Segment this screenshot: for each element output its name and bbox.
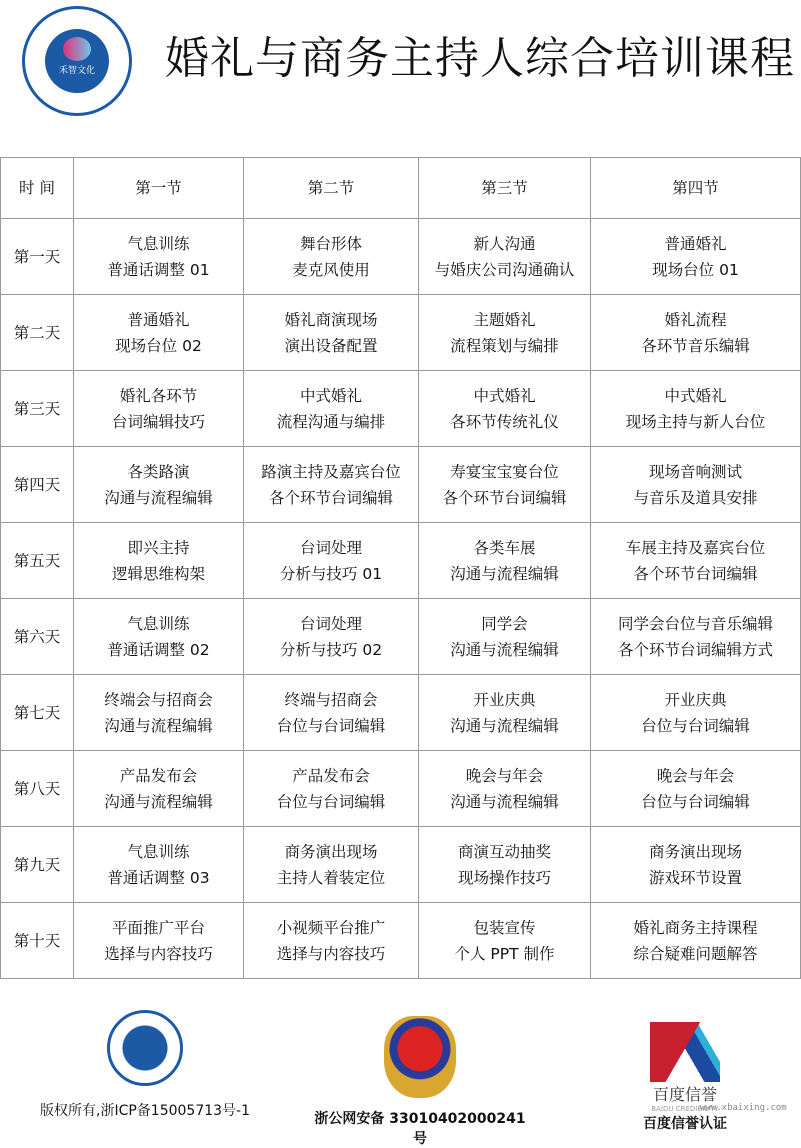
footer-police	[310, 1016, 530, 1148]
session-cell	[419, 599, 591, 675]
session-cell	[591, 903, 801, 979]
column-header: 第三节	[419, 158, 591, 219]
session-cell	[74, 751, 244, 827]
session-line: 沟通与流程编辑	[104, 716, 213, 735]
session-cell	[74, 827, 244, 903]
table-row	[1, 827, 801, 903]
session-cell	[419, 751, 591, 827]
session-line: 台词编辑技巧	[111, 412, 205, 431]
session-line: 沟通与流程编辑	[450, 792, 559, 811]
baidu-cert-text: 百度信誉认证	[643, 1116, 727, 1132]
session-cell	[419, 371, 591, 447]
session-line: 中式婚礼	[473, 386, 536, 405]
session-cell	[74, 371, 244, 447]
session-line: 开业庆典	[664, 690, 727, 709]
session-cell	[419, 903, 591, 979]
session-cell	[591, 751, 801, 827]
session-line: 各类路演	[127, 462, 190, 481]
session-line: 现场主持与新人台位	[625, 412, 766, 431]
session-line: 普通话调整 03	[107, 868, 210, 887]
session-line: 包装宣传	[473, 918, 536, 937]
session-line: 舞台形体	[299, 234, 362, 253]
session-line: 各环节传统礼仪	[450, 412, 559, 431]
page-title: 婚礼与商务主持人综合培训课程	[165, 33, 795, 84]
session-cell	[244, 599, 419, 675]
session-line: 流程策划与编排	[450, 336, 559, 355]
session-line: 平面推广平台	[111, 918, 205, 937]
day-cell: 第九天	[1, 827, 74, 903]
session-line: 游戏环节设置	[648, 868, 742, 887]
session-line: 即兴主持	[127, 538, 190, 557]
day-cell: 第七天	[1, 675, 74, 751]
session-line: 沟通与流程编辑	[450, 716, 559, 735]
session-line: 沟通与流程编辑	[450, 564, 559, 583]
table-row	[1, 599, 801, 675]
session-line: 气息训练	[127, 614, 190, 633]
table-row	[1, 675, 801, 751]
column-header: 时 间	[1, 158, 74, 219]
session-line: 综合疑难问题解答	[633, 944, 758, 963]
session-line: 现场操作技巧	[457, 868, 551, 887]
table-row	[1, 219, 801, 295]
session-line: 商务演出现场	[284, 842, 378, 861]
session-line: 同学会	[481, 614, 528, 633]
day-cell: 第三天	[1, 371, 74, 447]
session-cell	[244, 675, 419, 751]
session-cell	[244, 295, 419, 371]
session-line: 气息训练	[127, 234, 190, 253]
table-row	[1, 295, 801, 371]
session-cell	[74, 447, 244, 523]
session-line: 商演互动抽奖	[457, 842, 551, 861]
day-cell: 第二天	[1, 295, 74, 371]
day-cell: 第八天	[1, 751, 74, 827]
baidu-credibility-logo	[650, 1022, 720, 1082]
session-cell	[74, 295, 244, 371]
watermark: www.xbaixing.com	[700, 1103, 787, 1113]
session-line: 婚礼流程	[664, 310, 727, 329]
session-cell	[419, 523, 591, 599]
session-line: 麦克风使用	[292, 260, 370, 279]
baidu-logo-text: 百度信誉	[652, 1085, 717, 1104]
session-line: 婚礼各环节	[119, 386, 198, 405]
session-cell	[591, 827, 801, 903]
table-row	[1, 751, 801, 827]
session-cell	[591, 219, 801, 295]
session-cell	[419, 675, 591, 751]
session-line: 小视频平台推广	[276, 918, 386, 937]
column-header: 第四节	[591, 158, 801, 219]
session-line: 晚会与年会	[465, 766, 544, 785]
session-line: 终端与招商会	[284, 690, 378, 709]
session-cell	[419, 827, 591, 903]
session-line: 新人沟通	[473, 234, 536, 253]
session-line: 现场台位 02	[115, 336, 202, 355]
session-line: 台词处理	[299, 614, 362, 633]
session-cell	[591, 523, 801, 599]
session-line: 各个环节台词编辑方式	[617, 640, 773, 659]
session-line: 产品发布会	[292, 766, 370, 785]
session-line: 沟通与流程编辑	[104, 488, 213, 507]
copyright-text: 版权所有,浙ICP备15005713号-1	[40, 1103, 251, 1119]
session-line: 中式婚礼	[299, 386, 362, 405]
session-cell	[74, 523, 244, 599]
session-line: 中式婚礼	[664, 386, 727, 405]
session-line: 沟通与流程编辑	[104, 792, 213, 811]
session-cell	[419, 295, 591, 371]
session-cell	[591, 447, 801, 523]
session-line: 台位与台词编辑	[276, 716, 386, 735]
company-logo-small	[107, 1010, 183, 1086]
session-cell	[591, 599, 801, 675]
session-line: 气息训练	[127, 842, 190, 861]
session-line: 演出设备配置	[284, 336, 378, 355]
session-line: 晚会与年会	[656, 766, 735, 785]
logo-text: 禾智文化	[58, 66, 95, 76]
session-line: 车展主持及嘉宾台位	[625, 538, 766, 557]
session-line: 逻辑思维构架	[111, 564, 205, 583]
session-line: 产品发布会	[119, 766, 198, 785]
session-line: 普通婚礼	[127, 310, 190, 329]
table-row	[1, 523, 801, 599]
session-line: 同学会台位与音乐编辑	[617, 614, 773, 633]
session-line: 选择与内容技巧	[104, 944, 213, 963]
session-line: 台位与台词编辑	[276, 792, 386, 811]
session-line: 普通话调整 02	[107, 640, 210, 659]
session-line: 现场音响测试	[648, 462, 742, 481]
session-line: 各个环节台词编辑	[442, 488, 567, 507]
session-cell	[74, 219, 244, 295]
session-cell	[419, 219, 591, 295]
table-row	[1, 371, 801, 447]
baidu-logo-sub: BAIDU CREDIBILITY	[651, 1105, 719, 1113]
session-line: 路演主持及嘉宾台位	[261, 462, 401, 481]
session-line: 各环节音乐编辑	[641, 336, 750, 355]
session-cell	[244, 903, 419, 979]
column-header: 第一节	[74, 158, 244, 219]
session-line: 台位与台词编辑	[641, 792, 750, 811]
session-cell	[244, 447, 419, 523]
session-line: 现场台位 01	[652, 260, 739, 279]
column-header: 第二节	[244, 158, 419, 219]
day-cell: 第十天	[1, 903, 74, 979]
session-line: 与音乐及道具安排	[633, 488, 758, 507]
session-line: 分析与技巧 02	[279, 640, 383, 659]
session-line: 寿宴宝宝宴台位	[450, 462, 559, 481]
day-cell: 第六天	[1, 599, 74, 675]
session-line: 与婚庆公司沟通确认	[434, 260, 575, 279]
session-line: 台词处理	[299, 538, 362, 557]
session-cell	[591, 295, 801, 371]
session-cell	[244, 751, 419, 827]
police-record-text: 浙公网安备 33010402000241号	[314, 1111, 526, 1147]
session-line: 普通话调整 01	[107, 260, 210, 279]
session-line: 婚礼商务主持课程	[633, 918, 758, 937]
session-line: 台位与台词编辑	[641, 716, 750, 735]
footer-baidu	[610, 1022, 760, 1133]
footer-copyright	[40, 1010, 250, 1120]
session-cell	[244, 523, 419, 599]
session-line: 各类车展	[473, 538, 536, 557]
table-row	[1, 903, 801, 979]
session-cell	[74, 675, 244, 751]
session-line: 各个环节台词编辑	[633, 564, 758, 583]
session-cell	[244, 219, 419, 295]
session-line: 分析与技巧 01	[279, 564, 383, 583]
session-line: 沟通与流程编辑	[450, 640, 559, 659]
session-cell	[591, 675, 801, 751]
day-cell: 第五天	[1, 523, 74, 599]
session-line: 商务演出现场	[648, 842, 742, 861]
session-line: 选择与内容技巧	[276, 944, 386, 963]
session-line: 个人 PPT 制作	[454, 944, 555, 963]
session-cell	[74, 599, 244, 675]
schedule-table	[0, 157, 801, 979]
session-cell	[244, 827, 419, 903]
session-line: 普通婚礼	[664, 234, 727, 253]
day-cell: 第四天	[1, 447, 74, 523]
session-line: 各个环节台词编辑	[268, 488, 393, 507]
session-line: 开业庆典	[473, 690, 536, 709]
session-line: 主题婚礼	[473, 310, 536, 329]
session-cell	[74, 903, 244, 979]
session-line: 流程沟通与编排	[276, 412, 386, 431]
session-cell	[244, 371, 419, 447]
session-line: 终端会与招商会	[104, 690, 213, 709]
session-line: 主持人着装定位	[276, 868, 386, 887]
police-emblem-icon	[384, 1016, 456, 1098]
table-row	[1, 447, 801, 523]
session-line: 婚礼商演现场	[284, 310, 378, 329]
session-cell	[419, 447, 591, 523]
table-header-row	[1, 158, 801, 219]
company-logo	[22, 6, 132, 116]
day-cell: 第一天	[1, 219, 74, 295]
session-cell	[591, 371, 801, 447]
